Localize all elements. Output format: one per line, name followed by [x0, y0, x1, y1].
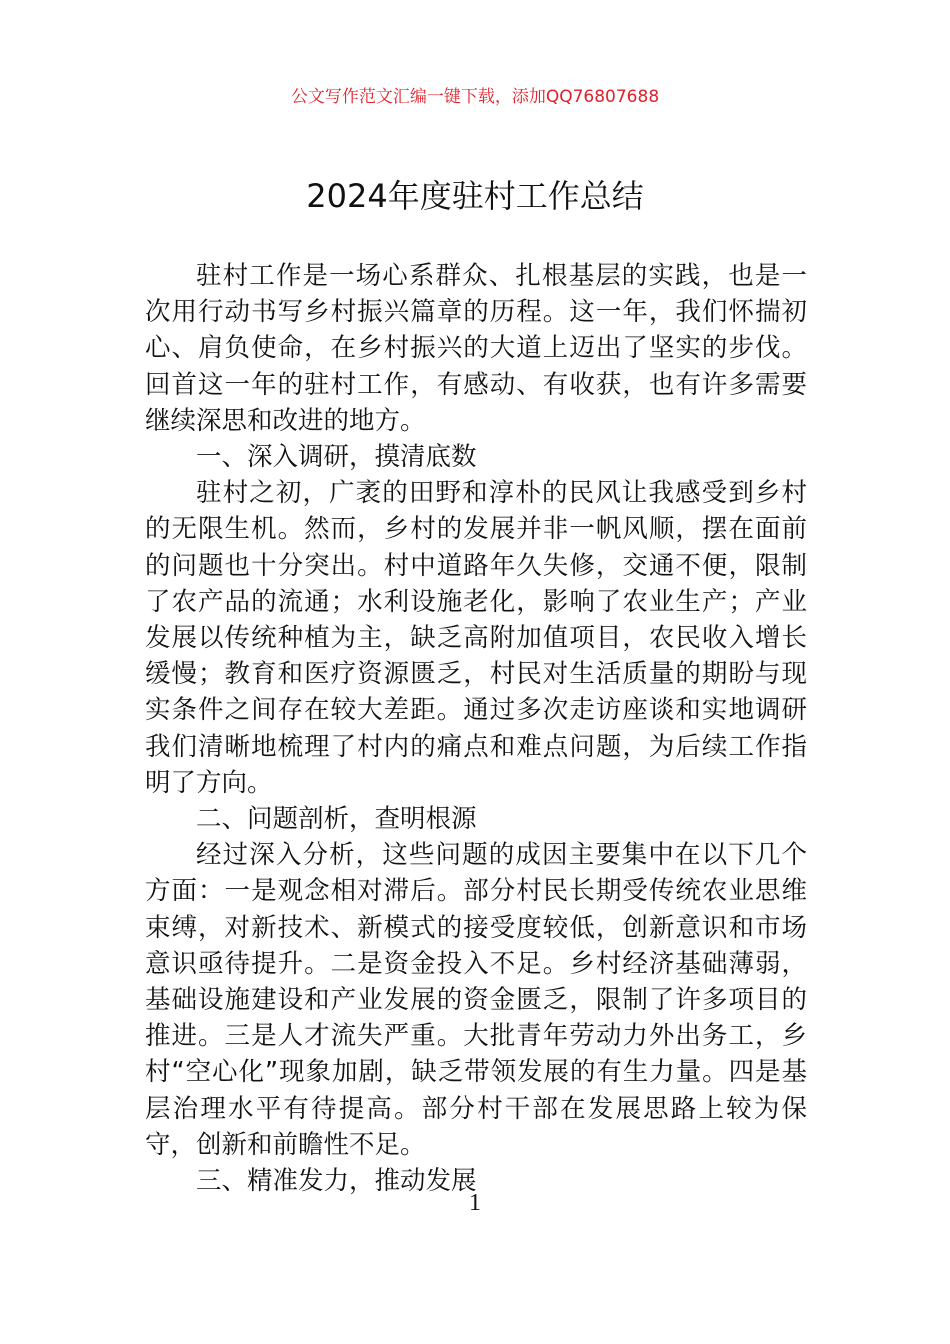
page-number: 1 — [469, 1190, 481, 1216]
section-2-paragraph: 经过深入分析，这些问题的成因主要集中在以下几个方面：一是观念相对滞后。部分村民长期受传统农业思维束缚，对新技术、新模式的接受度较低，创新意识和市场意识亟待提升。二是资金投入不足。乡村经济基础薄弱，基础设施建设和产业发展的资金匮乏，限制了许多项目的推进。三是人才流失严重。大批青年劳动力外出务工，乡村“空心化”现象加剧，缺乏带领发展的有生力量。四是基层治理水平有待提高。部分村干部在发展思路上较为保守，创新和前瞻性不足。 — [145, 840, 807, 1160]
section-heading-2: 二、问题剖析，查明根源 — [196, 804, 477, 835]
intro-paragraph: 驻村工作是一场心系群众、扎根基层的实践，也是一次用行动书写乡村振兴篇章的历程。这一年，我们怀揣初心、肩负使命，在乡村振兴的大道上迈出了坚实的步伐。回首这一年的驻村工作，有感动、有收获，也有许多需要继续深思和改进的地方。 — [145, 261, 807, 436]
section-heading-1: 一、深入调研，摸清底数 — [196, 442, 477, 473]
document-body — [145, 258, 807, 1199]
document-title: 2024年度驻村工作总结 — [306, 177, 644, 215]
download-banner: 公文写作范文汇编一键下载，添加QQ76807688 — [290, 87, 660, 107]
section-1-paragraph: 驻村之初，广袤的田野和淳朴的民风让我感受到乡村的无限生机。然而，乡村的发展并非一帆风顺，摆在面前的问题也十分突出。村中道路年久失修，交通不便，限制了农产品的流通；水利设施老化，影响了农业生产；产业发展以传统种植为主，缺乏高附加值项目，农民收入增长缓慢；教育和医疗资源匮乏，村民对生活质量的期盼与现实条件之间存在较大差距。通过多次走访座谈和实地调研我们清晰地梳理了村内的痛点和难点问题，为后续工作指明了方向。 — [145, 478, 807, 798]
section-heading-3: 三、精准发力，推动发展 — [196, 1166, 477, 1197]
